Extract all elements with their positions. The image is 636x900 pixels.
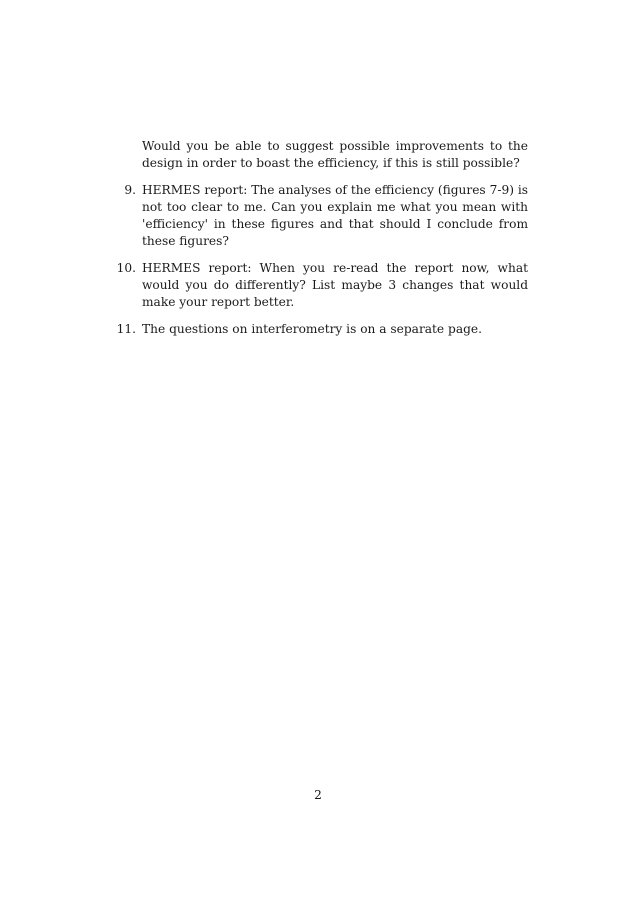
question-item-10: [110, 260, 528, 311]
question-8-continuation: Would you be able to suggest possible improvements to the design in order to boast the efficiency, if this is still possible?: [142, 139, 528, 170]
question-number: 11.: [116, 322, 136, 336]
question-item-11: [110, 321, 528, 338]
question-number: 10.: [116, 261, 136, 275]
question-text: HERMES report: The analyses of the efficiency (figures 7-9) is not too clear to me. Can you explain me what you mean with 'efficiency' in these figures and that should I conclude from these figures?: [142, 183, 528, 248]
question-text: The questions on interferometry is on a separate page.: [142, 322, 482, 336]
question-item-9: [110, 182, 528, 250]
question-list: [110, 138, 528, 348]
page-number: 2: [314, 788, 322, 802]
question-number: 9.: [124, 183, 136, 197]
question-text: HERMES report: When you re-read the report now, what would you do differently? List maybe 3 changes that would make your report better.: [142, 261, 528, 309]
